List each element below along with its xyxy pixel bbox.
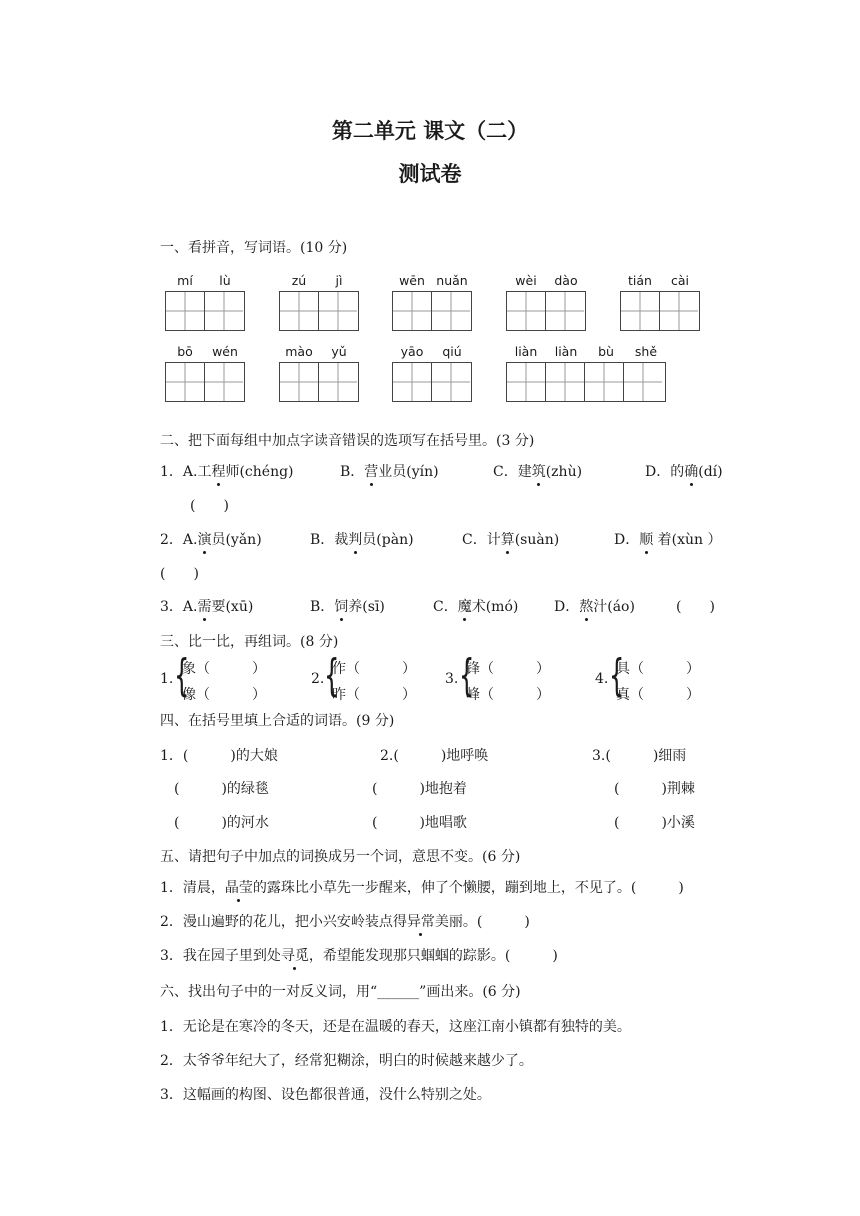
- pinyin-syllable: cài: [670, 273, 689, 288]
- pinyin-syllable: lù: [219, 273, 231, 288]
- q3-4-brace: {: [609, 650, 625, 701]
- pinyin-row: [279, 344, 359, 362]
- q2-3-option-c: C．魔术(mó): [433, 596, 518, 616]
- q2-3-option-d: D．熬汁(áo): [554, 596, 635, 616]
- pinyin-word-group: [392, 344, 472, 402]
- writing-cell[interactable]: [280, 363, 319, 401]
- writing-grid: [620, 291, 700, 331]
- q4-item: ( )荆棘: [614, 781, 695, 797]
- writing-grid: [279, 291, 359, 331]
- writing-cell[interactable]: [621, 292, 660, 330]
- writing-cell[interactable]: [319, 292, 357, 330]
- page-subtitle: 测试卷: [398, 161, 462, 186]
- pinyin-syllable: wén: [212, 344, 238, 359]
- q4-item: ( )的绿毯: [174, 781, 269, 797]
- q4-item: ( )小溪: [614, 815, 695, 831]
- q6-sentence-3: 3．这幅画的构图、设色都很普通，没什么特别之处。: [160, 1087, 491, 1103]
- q3-3-word-b: 峰（ ）: [466, 687, 550, 703]
- pinyin-syllable: dào: [554, 273, 578, 288]
- pinyin-syllable: qiú: [442, 344, 462, 359]
- writing-grid: [165, 291, 245, 331]
- q4-item: 2.( )地呼唤: [380, 748, 489, 764]
- pinyin-syllable: bō: [177, 344, 193, 359]
- section-2-heading: 二、把下面每组中加点字读音错误的选项写在括号里。(3 分): [160, 433, 535, 449]
- pinyin-word-group: [392, 273, 472, 331]
- q6-sentence-2: 2．太爷爷年纪大了，经常犯糊涂，明白的时候越来越少了。: [160, 1053, 533, 1069]
- q2-1-option-c: C．建筑(zhù): [493, 461, 582, 481]
- q6-sentence-1: 1．无论是在寒冷的冬天，还是在温暖的春天，这座江南小镇都有独特的美。: [160, 1019, 631, 1035]
- pinyin-syllable: yǔ: [331, 344, 347, 359]
- q3-1-word-a: 象（ ）: [182, 661, 266, 677]
- q2-2-option-a: 2．A.演员(yǎn): [160, 529, 262, 549]
- pinyin-row: [620, 273, 700, 291]
- writing-grid: [392, 291, 472, 331]
- writing-cell[interactable]: [507, 292, 546, 330]
- pinyin-syllable: wèi: [515, 273, 537, 288]
- q2-3-option-a: 3．A.需要(xū): [160, 596, 253, 616]
- writing-cell[interactable]: [507, 363, 546, 401]
- q2-2-answer-paren: ( ): [160, 566, 199, 582]
- pinyin-syllable: yāo: [400, 344, 424, 359]
- pinyin-syllable: nuǎn: [436, 273, 468, 288]
- q3-2-number: 2.: [311, 671, 325, 687]
- writing-cell[interactable]: [432, 363, 470, 401]
- q3-3-brace: {: [459, 650, 475, 701]
- q2-2-option-c: C．计算(suàn): [462, 529, 559, 549]
- writing-grid: [506, 291, 586, 331]
- section-5-heading: 五、请把句子中加点的词换成另一个词，意思不变。(6 分): [160, 849, 521, 865]
- q3-4-number: 4.: [595, 671, 609, 687]
- page-title: 第二单元 课文（二）: [331, 118, 529, 143]
- pinyin-row: [506, 273, 586, 291]
- pinyin-word-group: [279, 344, 359, 402]
- q2-2-option-d: D．顺 着(xùn ）: [614, 529, 722, 549]
- pinyin-syllable: mí: [177, 273, 193, 288]
- pinyin-row: [392, 273, 472, 291]
- writing-cell[interactable]: [660, 292, 698, 330]
- pinyin-syllable: mào: [285, 344, 313, 359]
- q3-4-word-a: 具（ ）: [616, 661, 700, 677]
- q2-3-option-b: B．饲养(sī): [310, 596, 385, 616]
- pinyin-word-group: [165, 344, 245, 402]
- q5-sentence-2: 2．漫山遍野的花儿，把小兴安岭装点得异常美丽。( ): [160, 911, 530, 931]
- pinyin-word-group: [620, 273, 700, 331]
- writing-grid: [165, 362, 245, 402]
- writing-cell[interactable]: [205, 363, 243, 401]
- q3-4-word-b: 真（ ）: [616, 687, 700, 703]
- section-4-heading: 四、在括号里填上合适的词语。(9 分): [160, 713, 395, 729]
- pinyin-syllable: zú: [291, 273, 307, 288]
- q3-1-number: 1.: [160, 671, 174, 687]
- q3-1-brace: {: [174, 650, 190, 701]
- q3-3-number: 3.: [445, 671, 459, 687]
- pinyin-word-group: [506, 273, 586, 331]
- section-6-heading: 六、找出句子中的一对反义词，用“______”画出来。(6 分): [160, 984, 521, 1000]
- writing-cell[interactable]: [166, 292, 205, 330]
- pinyin-syllable: shě: [634, 344, 658, 359]
- pinyin-row: [506, 344, 666, 362]
- pinyin-syllable: jì: [335, 273, 343, 288]
- pinyin-row: [279, 273, 359, 291]
- pinyin-row: [165, 344, 245, 362]
- q2-2-option-b: B．裁判员(pàn): [310, 529, 414, 549]
- q4-item: ( )地抱着: [372, 781, 467, 797]
- q4-item: ( )的河水: [174, 815, 269, 831]
- writing-grid: [279, 362, 359, 402]
- pinyin-syllable: liàn: [554, 344, 578, 359]
- q3-2-word-a: 作（ ）: [332, 661, 416, 677]
- pinyin-row: [392, 344, 472, 362]
- pinyin-word-group: [506, 344, 666, 402]
- q5-sentence-1: 1．清晨，晶莹的露珠比小草先一步醒来，伸了个懒腰，蹦到地上，不见了。( ): [160, 877, 684, 897]
- q4-item: 1．( )的大娘: [160, 748, 278, 764]
- writing-cell[interactable]: [393, 363, 432, 401]
- writing-cell[interactable]: [585, 363, 624, 401]
- writing-cell[interactable]: [546, 292, 584, 330]
- writing-cell[interactable]: [624, 363, 662, 401]
- q2-3-answer-paren: ( ): [676, 599, 715, 615]
- pinyin-syllable: wēn: [399, 273, 425, 288]
- pinyin-row: [165, 273, 245, 291]
- q3-2-word-b: 昨（ ）: [332, 687, 416, 703]
- pinyin-word-group: [279, 273, 359, 331]
- q2-1-option-b: B．营业员(yín): [340, 461, 439, 481]
- section-1-heading: 一、看拼音，写词语。(10 分): [160, 240, 348, 256]
- q5-sentence-3: 3．我在园子里到处寻觅，希望能发现那只蝈蝈的踪影。( ): [160, 945, 558, 965]
- writing-grid: [392, 362, 472, 402]
- q4-item: ( )地唱歌: [372, 815, 467, 831]
- q4-item: 3.( )细雨: [592, 748, 687, 764]
- writing-cell[interactable]: [432, 292, 470, 330]
- q2-1-option-d: D．的确(dí): [645, 461, 723, 481]
- writing-cell[interactable]: [393, 292, 432, 330]
- writing-cell[interactable]: [280, 292, 319, 330]
- q2-1-answer-paren: ( ): [190, 498, 229, 514]
- section-3-heading: 三、比一比，再组词。(8 分): [160, 634, 339, 650]
- pinyin-word-group: [165, 273, 245, 331]
- writing-cell[interactable]: [205, 292, 243, 330]
- writing-cell[interactable]: [166, 363, 205, 401]
- q3-1-word-b: 像（ ）: [182, 687, 266, 703]
- q3-2-brace: {: [324, 650, 340, 701]
- writing-cell[interactable]: [546, 363, 585, 401]
- pinyin-syllable: liàn: [514, 344, 538, 359]
- writing-cell[interactable]: [319, 363, 357, 401]
- pinyin-syllable: tián: [628, 273, 652, 288]
- q2-1-option-a: 1．A.工程师(chéng): [160, 461, 294, 481]
- q3-3-word-a: 锋（ ）: [466, 661, 550, 677]
- pinyin-syllable: bù: [598, 344, 614, 359]
- writing-grid: [506, 362, 666, 402]
